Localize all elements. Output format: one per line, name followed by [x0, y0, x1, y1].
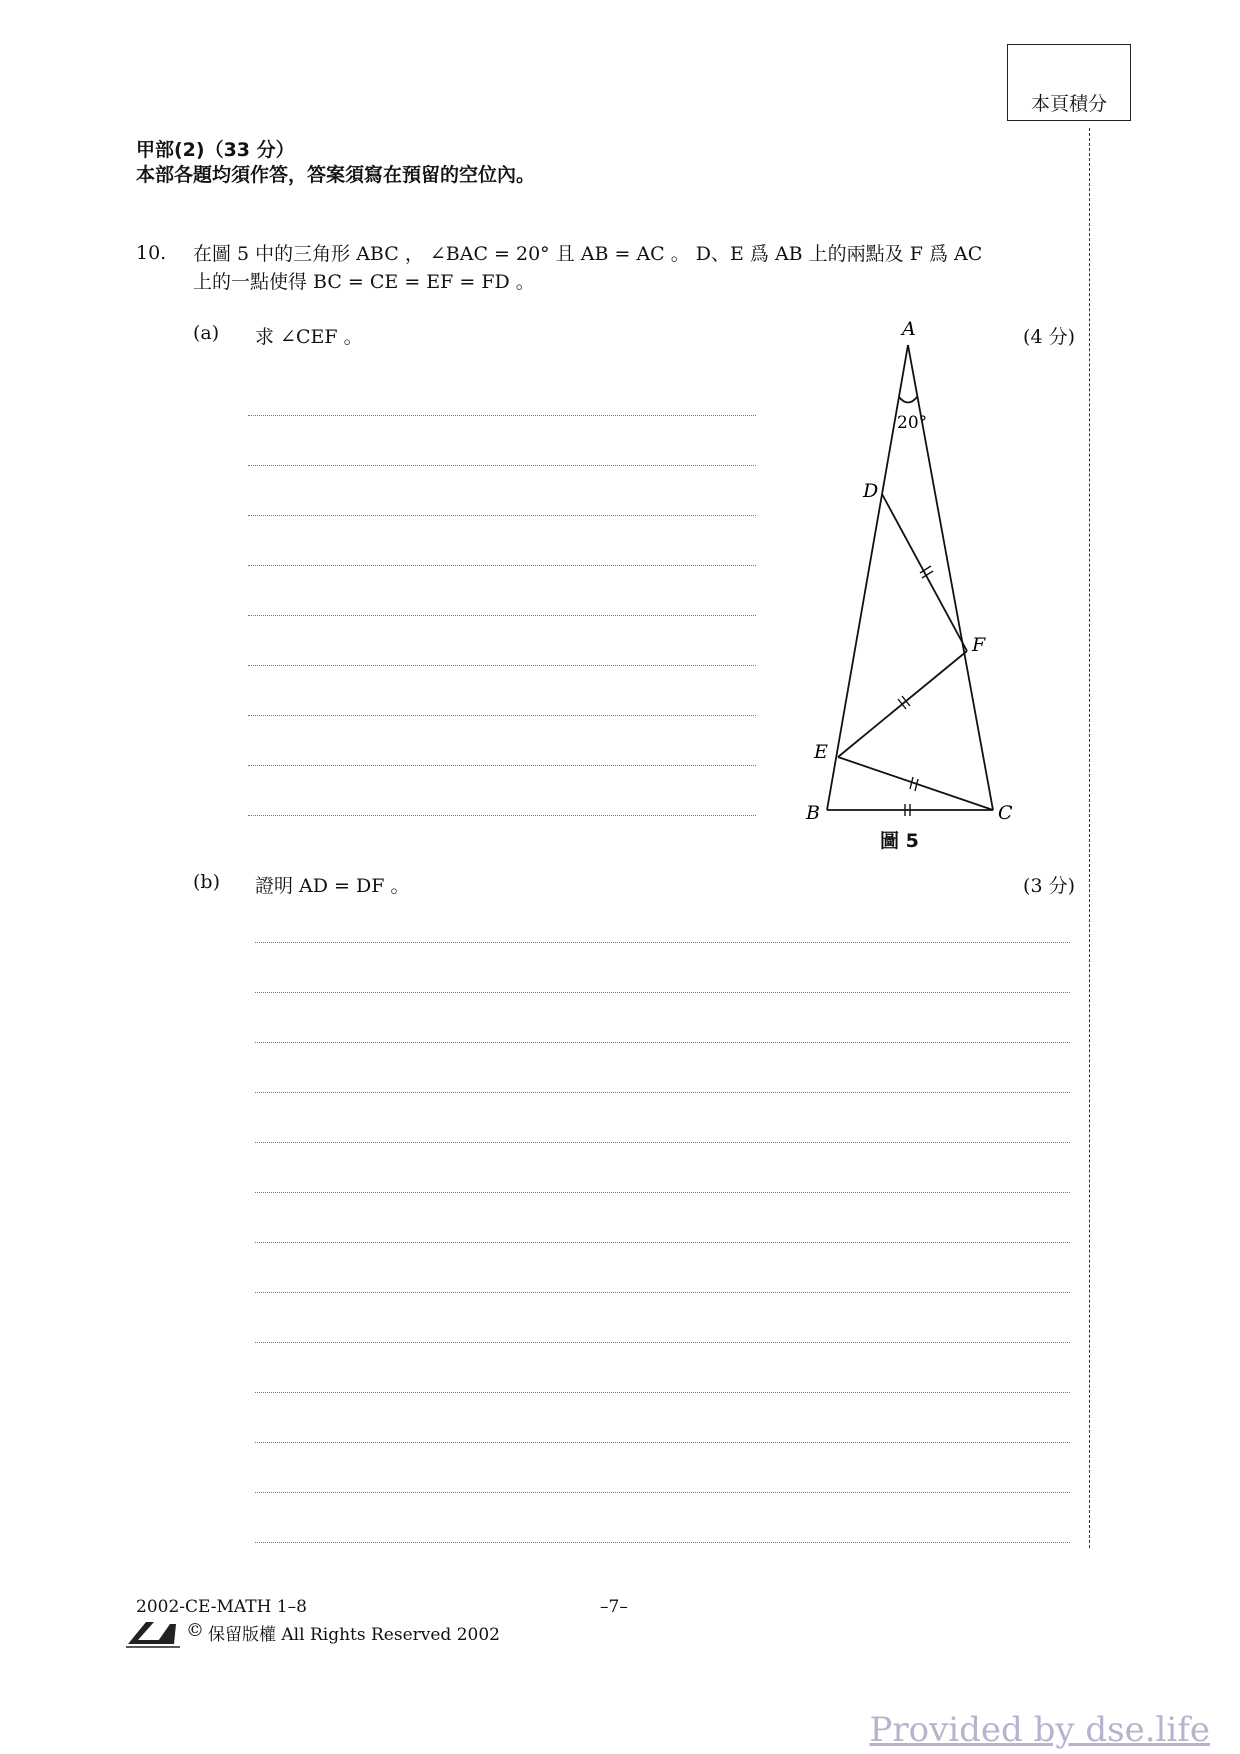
label-a: A	[902, 318, 916, 340]
figure-caption: 圖 5	[880, 830, 919, 852]
question-text-line-2: 上的一點使得 BC = CE = EF = FD 。	[193, 271, 535, 293]
answer-line[interactable]	[248, 715, 756, 716]
segment-ce	[838, 757, 993, 810]
answer-line[interactable]	[255, 1542, 1070, 1543]
part-a-label: (a)	[193, 322, 220, 344]
answer-line[interactable]	[255, 1492, 1070, 1493]
answer-line[interactable]	[255, 1342, 1070, 1343]
answer-line[interactable]	[255, 1442, 1070, 1443]
answer-line[interactable]	[248, 465, 756, 466]
angle-label: 20°	[897, 413, 928, 433]
section-title: 甲部(2)（33 分）	[136, 139, 295, 161]
answer-line[interactable]	[255, 1242, 1070, 1243]
part-a-marks: (4 分)	[1023, 326, 1075, 348]
label-b: B	[806, 802, 820, 824]
answer-line[interactable]	[255, 992, 1070, 993]
answer-line[interactable]	[248, 665, 756, 666]
label-c: C	[998, 802, 1013, 824]
question-number: 10.	[136, 242, 167, 264]
part-b-label: (b)	[193, 871, 220, 893]
answer-line[interactable]	[255, 1192, 1070, 1193]
answer-line[interactable]	[248, 815, 756, 816]
answer-line[interactable]	[255, 1092, 1070, 1093]
answer-line[interactable]	[255, 942, 1070, 943]
page-score-box	[1007, 44, 1131, 121]
label-d: D	[863, 480, 879, 502]
answer-line[interactable]	[248, 765, 756, 766]
angle-arc-a	[899, 397, 917, 403]
footer-page-number: –7–	[600, 1597, 628, 1617]
part-a-text: 求 ∠CEF 。	[255, 326, 363, 348]
label-f: F	[972, 634, 986, 656]
figure-5-triangle	[780, 315, 1040, 855]
part-b-text: 證明 AD = DF 。	[255, 875, 410, 897]
answer-line[interactable]	[248, 615, 756, 616]
hkeaa-logo	[124, 1618, 182, 1648]
answer-line[interactable]	[248, 565, 756, 566]
answer-line[interactable]	[248, 515, 756, 516]
copyright-icon: ©	[186, 1620, 204, 1641]
answer-line[interactable]	[255, 1292, 1070, 1293]
question-text	[193, 240, 1078, 296]
segment-fd	[882, 494, 967, 651]
answer-line[interactable]	[255, 1042, 1070, 1043]
section-instruction: 本部各題均須作答，答案須寫在預留的空位內。	[136, 164, 536, 186]
hkeaa-logo-graphic	[124, 1618, 182, 1648]
score-box-label: 本頁積分	[1030, 93, 1107, 115]
watermark: Provided by dse.life	[869, 1710, 1210, 1750]
part-b-marks: (3 分)	[1023, 875, 1075, 897]
side-ab	[827, 345, 908, 810]
footer-copyright: 保留版權 All Rights Reserved 2002	[208, 1625, 500, 1645]
label-e: E	[814, 741, 828, 763]
answer-line[interactable]	[255, 1142, 1070, 1143]
answer-line[interactable]	[255, 1392, 1070, 1393]
margin-dashed-line	[1089, 128, 1090, 1548]
question-text-line-1: 在圖 5 中的三角形 ABC ， ∠BAC = 20° 且 AB = AC 。 D、E 爲 AB 上的兩點及 F 爲 AC	[193, 243, 983, 265]
section-heading	[136, 138, 535, 188]
answer-line[interactable]	[248, 415, 756, 416]
footer-exam-code: 2002-CE-MATH 1–8	[136, 1597, 307, 1617]
